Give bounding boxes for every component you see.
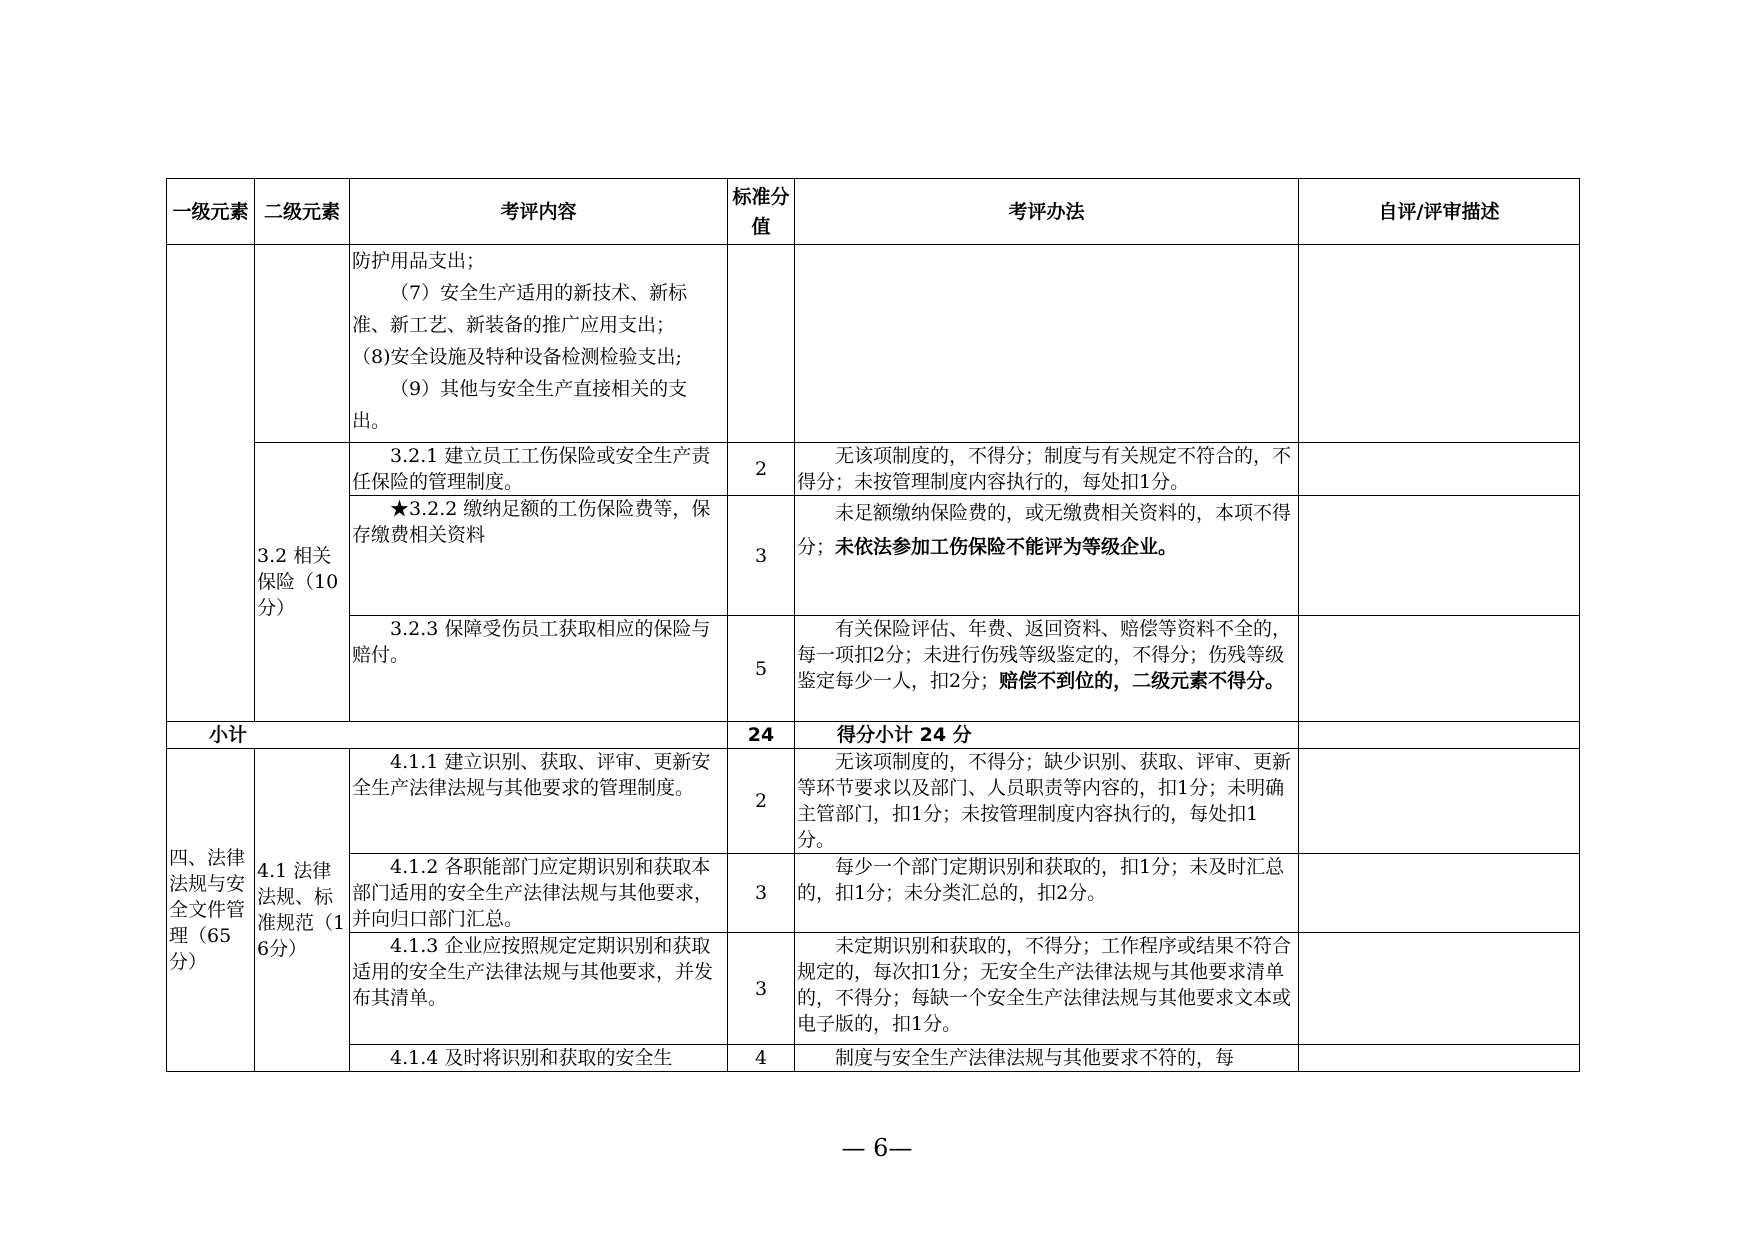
method-bold-text: 未依法参加工伤保险不能评为等级企业。	[835, 536, 1178, 558]
header-content: 考评内容	[350, 179, 728, 245]
content-cell: 4.1.1 建立识别、获取、评审、更新安全生产法律法规与其他要求的管理制度。	[350, 749, 728, 854]
level2-label: 3.2 相关保险（10分）	[255, 443, 350, 722]
content-cell: 4.1.4 及时将识别和获取的安全生	[350, 1045, 728, 1072]
method-cell	[795, 245, 1299, 443]
subtotal-score: 24	[728, 722, 795, 749]
header-score: 标准分值	[728, 179, 795, 245]
method-text: 有关保险评估、年费、返回资料、赔偿等资料不全的，每一项扣2分；未进行伤残等级鉴定的，不得分；伤残等级鉴定每少一人，扣2分；	[797, 618, 1292, 692]
content-line: （7）安全生产适用的新技术、新标准、新工艺、新装备的推广应用支出；	[352, 282, 688, 336]
self-eval-cell	[1299, 496, 1580, 616]
self-eval-cell	[1299, 443, 1580, 496]
content-line: （9）其他与安全生产直接相关的支出。	[352, 378, 688, 432]
table-row	[167, 443, 1580, 496]
table-row	[167, 1045, 1580, 1072]
page-number: — 6—	[841, 1134, 913, 1162]
table-row	[167, 933, 1580, 1045]
content-cell: 3.2.3 保障受伤员工获取相应的保险与赔付。	[350, 616, 728, 722]
method-cell: 每少一个部门定期识别和获取的，扣1分；未及时汇总的，扣1分；未分类汇总的，扣2分。	[795, 854, 1299, 933]
level2-label: 4.1 法律法规、标准规范（16分）	[255, 749, 350, 1072]
content-cell: 3.2.1 建立员工工伤保险或安全生产责任保险的管理制度。	[350, 443, 728, 496]
level1-cell-empty	[167, 245, 255, 722]
content-line: 防护用品支出；	[352, 250, 486, 272]
method-cell	[795, 496, 1299, 616]
method-cell: 无该项制度的，不得分；缺少识别、获取、评审、更新等环节要求以及部门、人员职责等内容的，扣1分；未明确主管部门，扣1分；未按管理制度内容执行的，每处扣1分。	[795, 749, 1299, 854]
evaluation-table	[166, 178, 1580, 1072]
header-method: 考评办法	[795, 179, 1299, 245]
table-row	[167, 749, 1580, 854]
table-row	[167, 496, 1580, 616]
method-cell: 制度与安全生产法律法规与其他要求不符的，每	[795, 1045, 1299, 1072]
self-eval-cell	[1299, 1045, 1580, 1072]
header-row	[167, 179, 1580, 245]
score-cell: 2	[728, 443, 795, 496]
method-cell: 无该项制度的，不得分；制度与有关规定不符合的，不得分；未按管理制度内容执行的，每处扣1分。	[795, 443, 1299, 496]
self-eval-cell	[1299, 616, 1580, 722]
score-cell: 2	[728, 749, 795, 854]
level2-cell-empty	[255, 245, 350, 443]
score-cell	[728, 245, 795, 443]
table-row	[167, 245, 1580, 443]
method-text: 未足额缴纳保险费的，或无缴费相关资料的，本项不得分；	[797, 502, 1292, 558]
self-eval-cell	[1299, 245, 1580, 443]
subtotal-row	[167, 722, 1580, 749]
content-cell: 4.1.3 企业应按照规定定期识别和获取适用的安全生产法律法规与其他要求，并发布其清单。	[350, 933, 728, 1045]
score-cell: 3	[728, 933, 795, 1045]
method-cell: 未定期识别和获取的，不得分；工作程序或结果不符合规定的，每次扣1分；无安全生产法律法规与其他要求清单的，不得分；每缺一个安全生产法律法规与其他要求文本或电子版的，扣1分。	[795, 933, 1299, 1045]
subtotal-label: 小计	[167, 722, 728, 749]
content-cell: ★3.2.2 缴纳足额的工伤保险费等，保存缴费相关资料	[350, 496, 728, 616]
score-cell: 3	[728, 854, 795, 933]
content-cell	[350, 245, 728, 443]
method-bold-text: 赔偿不到位的，二级元素不得分。	[999, 670, 1285, 692]
content-cell: 4.1.2 各职能部门应定期识别和获取本部门适用的安全生产法律法规与其他要求，并向归口部门汇总。	[350, 854, 728, 933]
score-cell: 3	[728, 496, 795, 616]
score-cell: 4	[728, 1045, 795, 1072]
content-line: （8)安全设施及特种设备检测检验支出;	[352, 346, 682, 368]
self-eval-cell	[1299, 854, 1580, 933]
score-cell: 5	[728, 616, 795, 722]
header-level1: 一级元素	[167, 179, 255, 245]
level1-label: 四、法律法规与安全文件管理（65分）	[167, 749, 255, 1072]
self-eval-cell	[1299, 933, 1580, 1045]
header-self-eval: 自评/评审描述	[1299, 179, 1580, 245]
method-cell	[795, 616, 1299, 722]
self-eval-cell	[1299, 749, 1580, 854]
table-row	[167, 854, 1580, 933]
table-row	[167, 616, 1580, 722]
subtotal-method: 得分小计 24 分	[795, 722, 1299, 749]
header-level2: 二级元素	[255, 179, 350, 245]
self-eval-cell	[1299, 722, 1580, 749]
